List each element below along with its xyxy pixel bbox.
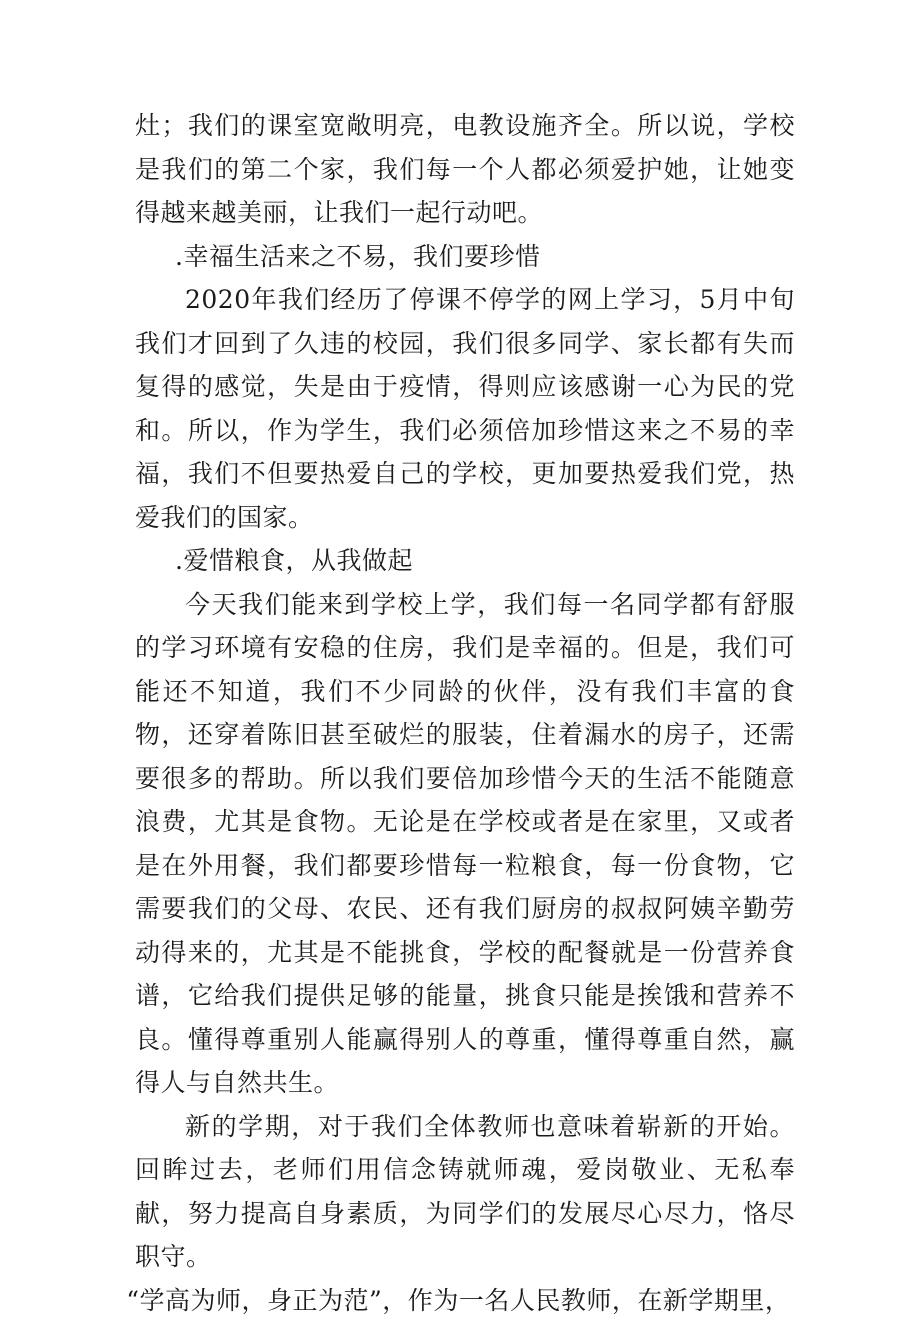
- paragraph-teacher-motto: “学高为师，身正为范”，作为一名人民教师，在新学期里，: [135, 1279, 795, 1322]
- document-body: [135, 104, 795, 1322]
- paragraph-online-learning-2020: 2020年我们经历了停课不停学的网上学习，5月中旬我们才回到了久违的校园，我们很多同学、家长都有失而复得的感觉，失是由于疫情，得则应该感谢一心为民的党和。所以，作为学生，我们必须倍加珍惜这来之不易的幸福，我们不但要热爱自己的学校，更加要热爱我们党，热爱我们的国家。: [135, 278, 795, 539]
- paragraph-classroom-home: 灶；我们的课室宽敞明亮，电教设施齐全。所以说，学校是我们的第二个家，我们每一个人都必须爱护她，让她变得越来越美丽，让我们一起行动吧。: [135, 104, 795, 235]
- paragraph-cherish-food: 今天我们能来到学校上学，我们每一名同学都有舒服的学习环境有安稳的住房，我们是幸福的。但是，我们可能还不知道，我们不少同龄的伙伴，没有我们丰富的食物，还穿着陈旧甚至破烂的服装，住着漏水的房子，还需要很多的帮助。所以我们要倍加珍惜今天的生活不能随意浪费，尤其是食物。无论是在学校或者是在家里，又或者是在外用餐，我们都要珍惜每一粒粮食，每一份食物，它需要我们的父母、农民、还有我们厨房的叔叔阿姨辛勤劳动得来的，尤其是不能挑食，学校的配餐就是一份营养食谱，它给我们提供足够的能量，挑食只能是挨饿和营养不良。懂得尊重别人能赢得别人的尊重，懂得尊重自然，赢得人与自然共生。: [135, 583, 795, 1105]
- paragraph-new-semester-teachers: 新的学期，对于我们全体教师也意味着崭新的开始。回眸过去，老师们用信念铸就师魂，爱岗敬业、无私奉献，努力提高自身素质，为同学们的发展尽心尽力，恪尽职守。: [135, 1105, 795, 1279]
- section-heading-cherish-happiness: .幸福生活来之不易，我们要珍惜: [135, 235, 795, 279]
- section-heading-cherish-food: .爱惜粮食，从我做起: [135, 539, 795, 583]
